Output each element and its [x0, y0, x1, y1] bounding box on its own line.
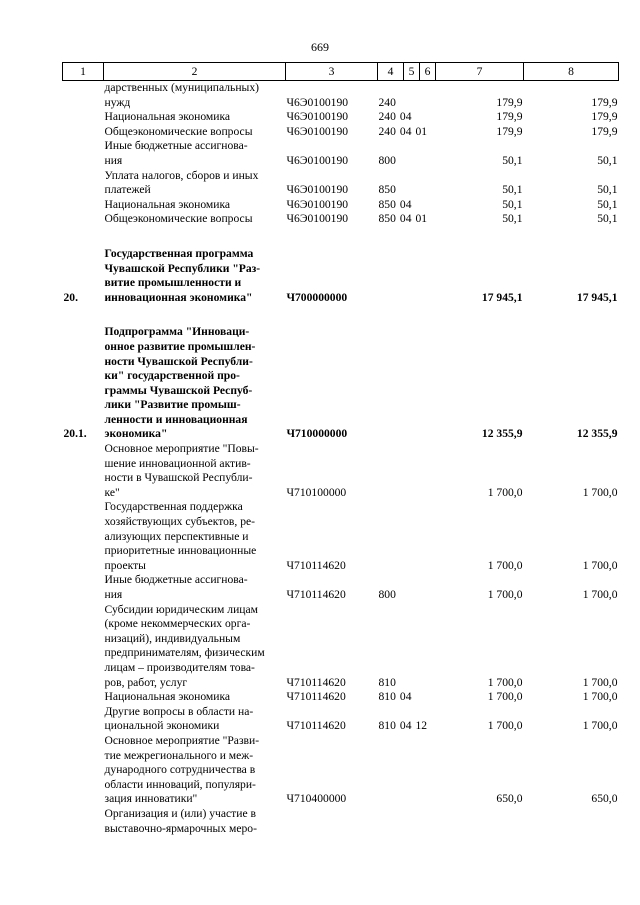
row-value-7: 1 700,0 — [487, 558, 523, 572]
row-code: Ч6Э0100190 — [286, 197, 349, 211]
row-value-7: 1 700,0 — [487, 719, 523, 733]
row-name: Национальная экономика — [104, 197, 231, 211]
row-value-7: 12 355,9 — [481, 427, 523, 441]
spacer-row — [63, 227, 619, 247]
row-classification — [378, 81, 436, 111]
row-value-7: 650,0 — [496, 792, 523, 806]
row-value-7: 50,1 — [502, 212, 523, 226]
table-header — [63, 63, 619, 81]
row-vr: 800 — [378, 153, 396, 167]
row-name: Иные бюджетные ассигнова- ния — [104, 573, 248, 601]
row-code: Ч710114620 — [286, 719, 346, 733]
row-classification — [378, 603, 436, 691]
row-name: Общеэкономические вопросы — [104, 124, 253, 138]
table-row — [63, 81, 619, 111]
row-number — [63, 705, 104, 734]
row-value-7: 179,9 — [496, 124, 523, 138]
row-value-8: 1 700,0 — [582, 675, 618, 689]
row-number — [63, 198, 104, 213]
row-classification — [378, 442, 436, 500]
row-number — [63, 212, 104, 227]
row-value-7: 17 945,1 — [481, 290, 523, 304]
row-vr: 240 — [378, 124, 396, 138]
row-classification — [378, 198, 436, 213]
row-value-8: 17 945,1 — [576, 290, 618, 304]
table-row — [63, 169, 619, 198]
row-value-7: 50,1 — [502, 197, 523, 211]
row-value-7: 179,9 — [496, 110, 523, 124]
table-row — [63, 212, 619, 227]
table-row — [63, 198, 619, 213]
row-number — [63, 807, 104, 836]
row-name: Другие вопросы в области на- циональной экономики — [104, 704, 254, 733]
header-col-1: 1 — [63, 63, 104, 81]
row-pr: 01 — [415, 124, 428, 138]
row-value-8: 179,9 — [591, 124, 618, 138]
row-code — [286, 807, 378, 836]
row-value-8: 1 700,0 — [582, 690, 618, 704]
row-code: Ч6Э0100190 — [286, 153, 349, 167]
row-code: Ч710100000 — [286, 485, 347, 499]
table-row — [63, 139, 619, 168]
row-name: Основное мероприятие "Разви- тие межрегионального и меж- дународного сотрудничества в области инноваций, популяри- зация инноватики" — [104, 733, 260, 806]
row-name: Основное мероприятие "Повы- шение инновационной актив- ности в Чувашской Республи- ке" — [104, 442, 259, 499]
row-number — [63, 442, 104, 500]
row-number — [63, 139, 104, 168]
row-value-8: 50,1 — [597, 212, 618, 226]
budget-table — [62, 62, 619, 836]
header-col-8: 8 — [524, 63, 619, 81]
row-value-8: 50,1 — [597, 183, 618, 197]
row-vr: 810 — [378, 690, 396, 704]
row-pr: 01 — [415, 212, 428, 226]
row-rz: 04 — [399, 719, 412, 733]
row-code: Ч710114620 — [286, 690, 346, 704]
row-code: Ч710114620 — [286, 675, 346, 689]
table-row — [63, 125, 619, 140]
row-vr: 810 — [378, 719, 396, 733]
row-number — [63, 734, 104, 807]
row-classification — [378, 110, 436, 125]
row-name: Субсидии юридическим лицам (кроме некоммерческих орга- низаций), индивидуальным предпринимателям, физическим лицам – производителям това- ров, работ, услуг — [104, 602, 265, 689]
row-number: 20.1. — [63, 427, 87, 441]
table-row — [63, 110, 619, 125]
row-number — [63, 110, 104, 125]
row-name: Национальная экономика — [104, 110, 231, 124]
row-classification — [378, 573, 436, 602]
row-code: Ч6Э0100190 — [286, 95, 349, 109]
row-vr: 240 — [378, 110, 396, 124]
row-pr: 12 — [415, 719, 428, 733]
row-number — [63, 81, 104, 111]
row-code: Ч700000000 — [286, 290, 348, 304]
row-code: Ч6Э0100190 — [286, 183, 349, 197]
row-code: Ч6Э0100190 — [286, 212, 349, 226]
spacer-cell — [63, 227, 619, 247]
table-row — [63, 500, 619, 573]
row-value-8: 1 700,0 — [582, 719, 618, 733]
row-classification — [378, 169, 436, 198]
row-classification — [378, 325, 436, 442]
row-vr: 240 — [378, 95, 396, 109]
row-value-7 — [436, 807, 524, 836]
row-code: Ч710400000 — [286, 792, 347, 806]
header-col-7: 7 — [436, 63, 524, 81]
row-number — [63, 500, 104, 573]
row-value-7: 1 700,0 — [487, 690, 523, 704]
row-classification — [378, 212, 436, 227]
row-vr: 850 — [378, 197, 396, 211]
row-number — [63, 573, 104, 602]
row-rz: 04 — [399, 690, 412, 704]
table-row — [63, 325, 619, 442]
table-row — [63, 603, 619, 691]
table-row — [63, 690, 619, 705]
row-code: Ч710000000 — [286, 427, 348, 441]
row-rz: 04 — [399, 197, 412, 211]
row-value-8: 1 700,0 — [582, 558, 618, 572]
table-body — [63, 81, 619, 837]
table-row — [63, 442, 619, 500]
table-row — [63, 807, 619, 836]
row-name: Иные бюджетные ассигнова- ния — [104, 139, 248, 167]
row-number — [63, 125, 104, 140]
row-value-7: 179,9 — [496, 95, 523, 109]
row-value-7: 50,1 — [502, 153, 523, 167]
row-classification — [378, 705, 436, 734]
row-value-8: 650,0 — [591, 792, 618, 806]
row-value-8: 179,9 — [591, 95, 618, 109]
table-row — [63, 573, 619, 602]
row-number — [63, 690, 104, 705]
row-rz: 04 — [399, 110, 412, 124]
table-row — [63, 734, 619, 807]
row-value-7: 1 700,0 — [487, 485, 523, 499]
row-value-7: 1 700,0 — [487, 675, 523, 689]
row-code: Ч710114620 — [286, 558, 346, 572]
row-value-8: 179,9 — [591, 110, 618, 124]
row-classification — [378, 247, 436, 305]
row-classification — [378, 734, 436, 807]
row-classification — [378, 807, 436, 836]
row-value-8: 12 355,9 — [576, 427, 618, 441]
row-vr: 850 — [378, 183, 396, 197]
spacer-row — [63, 305, 619, 325]
row-value-8: 1 700,0 — [582, 485, 618, 499]
row-value-8: 1 700,0 — [582, 588, 618, 601]
table-row — [63, 705, 619, 734]
table-row — [63, 247, 619, 305]
row-name: Организация и (или) участие в выставочно-ярмарочных меро- — [104, 806, 257, 835]
row-vr: 810 — [378, 675, 396, 689]
row-value-8 — [524, 807, 619, 836]
row-classification — [378, 139, 436, 168]
header-col-6: 6 — [420, 63, 436, 81]
row-value-7: 1 700,0 — [487, 588, 523, 601]
row-name: Государственная поддержка хозяйствующих субъектов, ре- ализующих перспективные и приоритетные инновационные проекты — [104, 500, 257, 572]
row-rz: 04 — [399, 124, 412, 138]
header-col-5: 5 — [404, 63, 420, 81]
row-classification — [378, 500, 436, 573]
row-code: Ч6Э0100190 — [286, 110, 349, 124]
header-row — [63, 63, 619, 81]
row-classification — [378, 690, 436, 705]
header-col-2: 2 — [104, 63, 286, 81]
row-number — [63, 169, 104, 198]
header-col-4: 4 — [378, 63, 404, 81]
row-number — [63, 603, 104, 691]
row-code: Ч6Э0100190 — [286, 124, 349, 138]
row-name: Государственная программа Чувашской Республики "Раз- витие промышленности и инновационная экономика" — [104, 246, 261, 304]
row-name: Уплата налогов, сборов и иных платежей — [104, 168, 259, 197]
row-classification — [378, 125, 436, 140]
spacer-cell — [63, 305, 619, 325]
row-vr: 800 — [378, 588, 396, 601]
row-number: 20. — [63, 290, 78, 304]
row-rz: 04 — [399, 212, 412, 226]
row-code: Ч710114620 — [286, 588, 346, 601]
row-value-8: 50,1 — [597, 197, 618, 211]
row-name: дарственных (муниципальных) нужд — [104, 81, 259, 109]
row-name: Подпрограмма "Инноваци- онное развитие промышлен- ности Чувашской Республи- ки" государственной про- граммы Чувашской Респуб- лики "Развитие промыш- ленности и инновационная экономика" — [104, 325, 256, 441]
row-vr: 850 — [378, 212, 396, 226]
row-value-7: 50,1 — [502, 183, 523, 197]
page-number: 669 — [311, 40, 329, 54]
row-value-8: 50,1 — [597, 153, 618, 167]
row-name: Национальная экономика — [104, 690, 231, 704]
header-col-3: 3 — [286, 63, 378, 81]
row-name: Общеэкономические вопросы — [104, 212, 253, 226]
